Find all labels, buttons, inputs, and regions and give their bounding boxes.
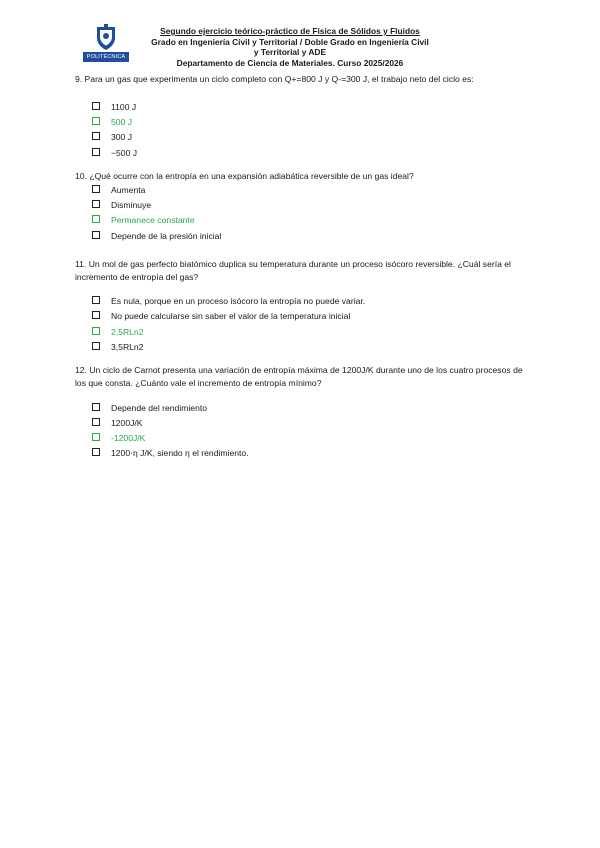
option-12c[interactable]: -1200J/K [92, 432, 145, 444]
option-11a[interactable]: Es nula, porque en un proceso isócoro la entropía no puede variar. [92, 295, 365, 307]
option-10b[interactable]: Disminuye [92, 199, 151, 211]
checkbox-icon[interactable] [92, 132, 100, 140]
option-9b[interactable]: 500 J [92, 116, 132, 128]
checkbox-icon[interactable] [92, 148, 100, 156]
checkbox-icon[interactable] [92, 185, 100, 193]
checkbox-icon[interactable] [92, 200, 100, 208]
checkbox-icon[interactable] [92, 433, 100, 441]
option-9a[interactable]: 1100 J [92, 101, 136, 113]
checkbox-icon[interactable] [92, 403, 100, 411]
option-12b[interactable]: 1200J/K [92, 417, 143, 429]
upm-logo [83, 24, 129, 64]
question-12: 12. Un ciclo de Carnot presenta una variación de entropía máxima de 1200J/K durante uno de los cuatro procesos de los que consta. ¿Cuánto vale el incremento de entropía mínimo? [75, 365, 523, 388]
option-11c[interactable]: 2,5RLn2 [92, 326, 144, 338]
checkbox-icon[interactable] [92, 296, 100, 304]
checkbox-icon[interactable] [92, 117, 100, 125]
checkbox-icon[interactable] [92, 342, 100, 350]
option-12d[interactable]: 1200·η J/K, siendo η el rendimiento. [92, 447, 249, 459]
option-9d[interactable]: −500 J [92, 147, 137, 159]
option-10d[interactable]: Depende de la presión inicial [92, 230, 221, 242]
option-10c[interactable]: Permanece constante [92, 214, 195, 226]
checkbox-icon[interactable] [92, 418, 100, 426]
header-degree: Grado en Ingeniería Civil y Territorial / Doble Grado en Ingeniería Civil [151, 36, 429, 47]
logo-wordmark: POLITÉCNICA [83, 52, 129, 62]
university-crest-icon [95, 24, 117, 51]
option-11b[interactable]: No puede calcularse sin saber el valor de la temperatura inicial [92, 310, 350, 322]
header-degree-cont: y Territorial y ADE [253, 47, 327, 57]
header-title: Segundo ejercicio teórico-práctico de Física de Sólidos y Fluidos [160, 26, 420, 36]
option-12a[interactable]: Depende del rendimiento [92, 402, 207, 414]
checkbox-icon[interactable] [92, 311, 100, 319]
question-9: 9. Para un gas que experimenta un ciclo completo con Q+=800 J y Q-=300 J, el trabajo neto del ciclo es: [75, 74, 474, 84]
option-10a[interactable]: Aumenta [92, 184, 145, 196]
question-10: 10. ¿Qué ocurre con la entropía en una expansión adiabática reversible de un gas ideal? [75, 171, 414, 181]
option-11d[interactable]: 3,5RLn2 [92, 341, 144, 353]
checkbox-icon[interactable] [92, 231, 100, 239]
checkbox-icon[interactable] [92, 215, 100, 223]
checkbox-icon[interactable] [92, 327, 100, 335]
option-9c[interactable]: 300 J [92, 131, 132, 143]
document-header [140, 26, 440, 68]
header-department: Departamento de Ciencia de Materiales. Curso 2025/2026 [176, 57, 404, 68]
checkbox-icon[interactable] [92, 102, 100, 110]
question-11: 11. Un mol de gas perfecto biatómico duplica su temperatura durante un proceso isócoro reversible. ¿Cuál sería el incremento de entropía del gas? [75, 259, 511, 282]
checkbox-icon[interactable] [92, 448, 100, 456]
